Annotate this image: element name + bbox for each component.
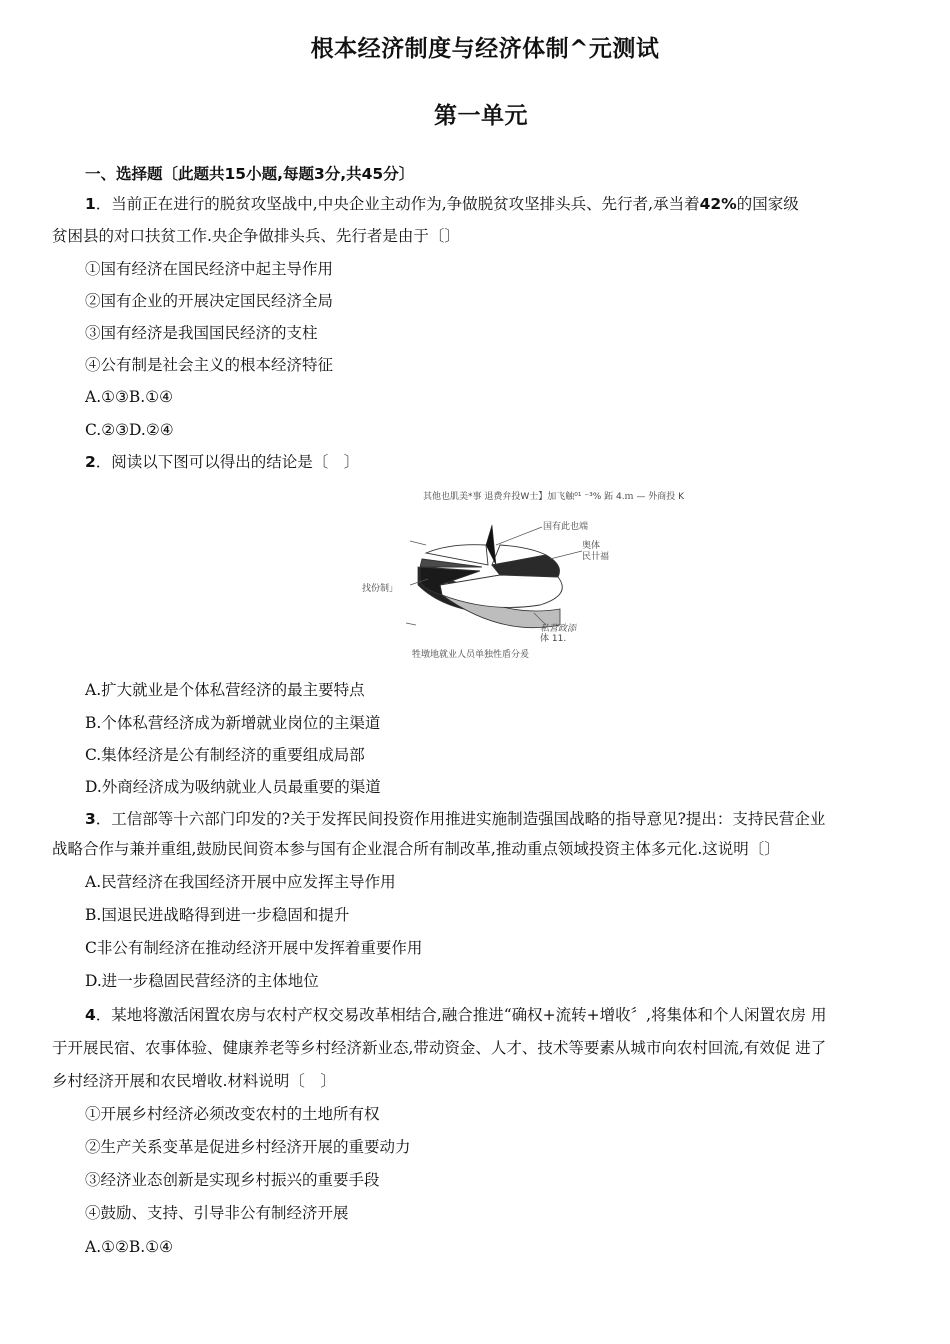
question-text: ．某地将激活闲置农房与农村产权交易改革相结合,融合推进“确权+流转+增收〞,将集体和个人闲置农房 用 [95, 1006, 827, 1024]
answer-option: A.①②B.①④ [85, 1238, 174, 1256]
leader-line [550, 551, 582, 559]
statement-item: ③国有经济是我国国民经济的支柱 [85, 324, 318, 342]
question-text: ．阅读以下图可以得出的结论是〔 〕 [95, 453, 360, 471]
answer-option: A.①③B.①④ [85, 388, 174, 406]
question-1-line-1 [85, 194, 799, 214]
statement-item: ①国有经济在国民经济中起主导作用 [85, 260, 334, 278]
chart-label: 体 11. [540, 634, 567, 644]
leader-line [406, 623, 416, 625]
chart-label: 国有此也端 [543, 522, 589, 532]
pie-chart [350, 485, 750, 665]
chart-title: 其他也肌美*事 退费弁投W士】加飞触⁰¹ ⁻³% 跖 4.ｍ — 外商投 K [423, 492, 685, 502]
pie-chart-figure [350, 485, 750, 665]
chart-label: 找份制」 [362, 584, 399, 594]
document-title: 根本经济制度与经济体制^元测试 [310, 36, 660, 62]
chart-label: 奥体 [582, 541, 601, 551]
statement-item: ①开展乡村经济必须改变农村的土地所有权 [85, 1105, 380, 1123]
question-4-line-2: 于开展民宿、农事体验、健康养老等乡村经济新业态,带动资金、人才、技术等要素从城市向农村回流,有效促 进了 [52, 1039, 827, 1057]
chart-caption: 牲墩地就业人员单独性盾分爰 [412, 650, 530, 660]
question-number: 4 [85, 1006, 96, 1024]
answer-option: C.集体经济是公有制经济的重要组成局部 [85, 746, 365, 764]
question-number: 3 [85, 810, 96, 828]
chart-label: 私营政添 [540, 624, 577, 634]
question-1-line-2: 贫困县的对口扶贫工作.央企争做排头兵、先行者是由于〔〕 [52, 227, 460, 245]
unit-title: 第一单元 [434, 103, 528, 129]
answer-option: D.进一步稳固民营经济的主体地位 [85, 972, 319, 990]
question-4-line-1 [85, 1005, 826, 1025]
answer-option: C非公有制经济在推动经济开展中发挥着重要作用 [85, 939, 423, 957]
percent-value: 42% [699, 195, 737, 213]
question-2-line [85, 452, 359, 472]
answer-option: B.个体私营经济成为新增就业岗位的主渠道 [85, 714, 381, 732]
question-text: 的国家级 [736, 195, 799, 213]
statement-item: ③经济业态创新是实现乡村振兴的重要手段 [85, 1171, 380, 1189]
answer-option: C.②③D.②④ [85, 421, 174, 439]
answer-option: D.外商经济成为吸纳就业人员最重要的渠道 [85, 778, 381, 796]
leader-line [496, 527, 542, 545]
statement-item: ②国有企业的开展决定国民经济全局 [85, 292, 334, 310]
answer-option: A.扩大就业是个体私营经济的最主要特点 [85, 681, 365, 699]
question-text: ．工信部等十六部门印发的?关于发挥民间投资作用推进实施制造强国战略的指导意见?提出：支持民营企业 [95, 810, 826, 828]
answer-option: A.民营经济在我国经济开展中应发挥主导作用 [85, 873, 396, 891]
question-number: 2 [85, 453, 96, 471]
statement-item: ②生产关系变革是促进乡村经济开展的重要动力 [85, 1138, 411, 1156]
question-3-line-2: 战略合作与兼并重组,鼓励民间资本参与国有企业混合所有制改革,推动重点领域投资主体多元化.这说明〔〕 [52, 840, 780, 858]
statement-item: ④鼓励、支持、引导非公有制经济开展 [85, 1204, 349, 1222]
statement-item: ④公有制是社会主义的根本经济特征 [85, 356, 334, 374]
pie-body [418, 525, 562, 628]
section-heading: 一、选择题〔此题共15小题,每题3分,共45分〕 [85, 165, 415, 183]
question-3-line-1 [85, 809, 825, 829]
leader-line [410, 541, 426, 545]
chart-label: 民卄福 [582, 552, 610, 562]
question-text: ．当前正在进行的脱贫攻坚战中,中央企业主动作为,争做脱贫攻坚排头兵、先行者,承当着 [95, 195, 700, 213]
question-4-line-3: 乡村经济开展和农民增收.材料说明〔 〕 [52, 1072, 336, 1090]
answer-option: B.国退民进战略得到进一步稳固和提升 [85, 906, 350, 924]
question-number: 1 [85, 195, 96, 213]
